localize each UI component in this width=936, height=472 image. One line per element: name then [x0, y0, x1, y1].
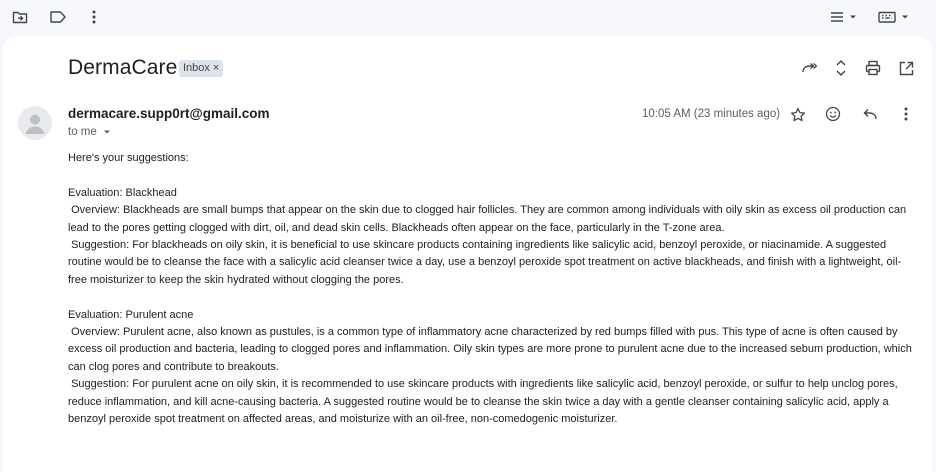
reply-icon[interactable]	[860, 104, 880, 124]
overview-paragraph: Overview: Blackheads are small bumps that appear on the skin due to clogged hair follicles. They are common among individuals with oily skin as excess oil production can lead to the pores getting clogged with dirt, oil, and dead skin cells. Blackheads often appear on the face, particularly in the T-zone area.	[68, 204, 910, 234]
emoji-reaction-icon[interactable]	[823, 104, 843, 124]
more-vert-icon[interactable]	[84, 7, 104, 27]
top-toolbar	[0, 0, 936, 34]
inbox-label-text: Inbox	[183, 62, 210, 74]
email-subject: DermaCare	[68, 56, 178, 79]
evaluation-heading: Evaluation: Blackhead	[68, 186, 177, 199]
email-body	[68, 150, 918, 428]
greeting-line: Here's your suggestions:	[68, 152, 189, 164]
suggestion-paragraph: Suggestion: For purulent acne on oily skin, it is recommended to use skincare products with ingredients like salicylic acid, benzoyl peroxide, or sulfur to help unclog pores, reduce inflammation, and kill acne-causing bacteria. A suggested routine would be to cleanse the skin twice a day with a gentle cleanser containing salicylic acid, apply a benzoyl peroxide spot treatment on affected areas, and moisturize with an oil-free, non-comedogenic moisturizer.	[68, 378, 901, 426]
suggestion-paragraph: Suggestion: For blackheads on oily skin, it is beneficial to use skincare products containing ingredients like salicylic acid, benzoyl peroxide, or niacinamide. A suggested routine would be to cleanse the face with a salicylic acid cleanser twice a day, use a benzoyl peroxide spot treatment on active blackheads, and finish with a lightweight, oil-free moisturizer to keep the skin hydrated without clogging the pores.	[68, 239, 902, 286]
density-icon[interactable]	[828, 7, 860, 27]
overview-paragraph: Overview: Purulent acne, also known as pustules, is a common type of inflammatory acne characterized by red bumps filled with pus. This type of acne is often caused by excess oil production and bacteria, leading to clogged pores and inflammation. Oily skin types are more prone to purulent acne due to the increased sebum production, which can clog pores and contribute to breakouts.	[68, 326, 915, 373]
evaluation-heading: Evaluation: Purulent acne	[68, 308, 194, 321]
open-new-window-icon[interactable]	[896, 58, 916, 78]
chevron-down-icon	[103, 129, 111, 135]
sender-avatar[interactable]	[18, 106, 52, 140]
blank-line	[68, 289, 918, 306]
recipient-label: to me	[68, 126, 97, 138]
more-vert-icon[interactable]	[896, 104, 916, 124]
expand-all-icon[interactable]	[831, 58, 851, 78]
remove-label-icon[interactable]: ×	[212, 62, 220, 74]
sender-email[interactable]: dermacare.supp0rt@gmail.com	[68, 106, 270, 121]
email-timestamp: 10:05 AM (23 minutes ago)	[642, 108, 781, 120]
recipient-dropdown[interactable]	[68, 126, 111, 138]
keyboard-icon[interactable]	[876, 7, 912, 27]
forward-all-icon[interactable]	[799, 58, 819, 78]
move-to-icon[interactable]	[10, 7, 30, 27]
star-icon[interactable]	[788, 105, 808, 125]
email-card	[3, 36, 932, 472]
blank-line	[68, 167, 918, 184]
print-icon[interactable]	[863, 58, 883, 78]
label-icon[interactable]	[48, 7, 68, 27]
inbox-label-badge	[179, 60, 223, 77]
